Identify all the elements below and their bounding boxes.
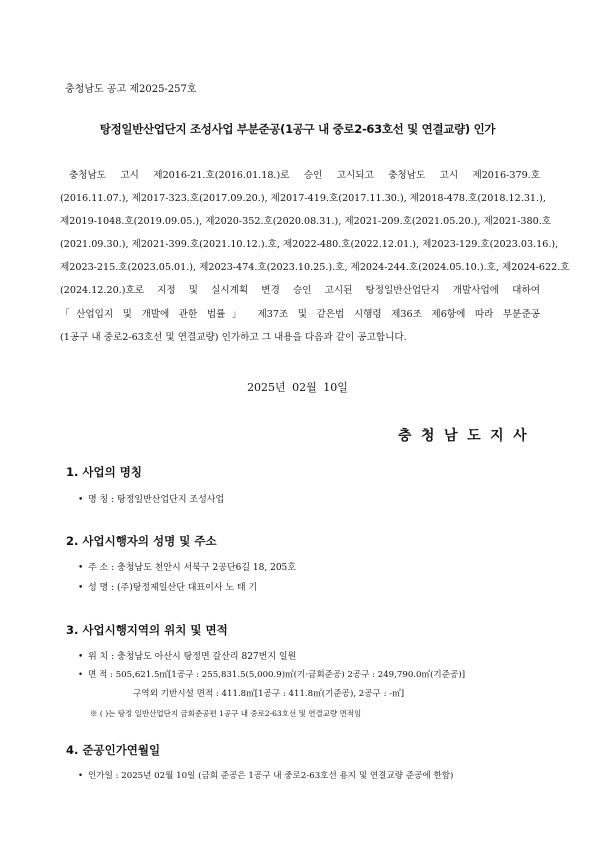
- list-item: [78, 769, 453, 781]
- notice-date: 2025년 02월 10일: [247, 381, 348, 394]
- bullet-icon: •: [78, 583, 84, 593]
- list-item: [78, 668, 465, 680]
- document-title: 탕정일반산업단지 조성사업 부분준공(1공구 내 중로2-63호선 및 연결교량) 인가: [99, 122, 496, 136]
- list-item: [78, 580, 257, 593]
- item-text: 명 칭 : 탕정일반산업단지 조성사업: [88, 495, 225, 505]
- item-text: 면 적 : 505,621.5㎡[1공구 : 255,831.5(5,000.9)㎡(기·금회준공) 2공구 : 249,790.0㎡(기준공)]: [88, 670, 466, 680]
- bullet-icon: •: [78, 652, 84, 662]
- bullet-icon: •: [78, 771, 84, 781]
- body-line: (2016.11.07.), 제2017-323.호(2017.09.20.), 제2017-419.호(2017.11.30.), 제2018-478.호(2018.12.31.),: [60, 193, 546, 205]
- body-line: 제2019-1048.호(2019.09.05.), 제2020-352.호(2020.08.31.), 제2021-209.호(2021.05.20.), 제2021-380.호: [60, 216, 552, 228]
- body-line: (2024.12.20.)호로 지정 및 실시계획 변경 승인 고시된 탕정일반산업단지 개발사업에 대하여: [60, 285, 540, 297]
- bullet-icon: •: [78, 670, 84, 680]
- area-continuation: 구역외 기반시설 면적 : 411.8㎡[1공구 : 411.8㎡(기준공), 2공구 : -㎡]: [133, 689, 405, 699]
- body-line: 제2023-215.호(2023.05.01.), 제2023-474.호(2023.10.25.).호, 제2024-244.호(2024.05.10.).호, 제2024-622.호: [60, 262, 570, 274]
- item-text: 위 치 : 충청남도 아산시 탕정면 갈산리 827번지 일원: [88, 652, 297, 662]
- footnote: ※ ( )는 탕정 일반산업단지 금회준공편 1공구 내 중로2-63호선 및 연결교량 면적임: [90, 709, 362, 718]
- item-text: 성 명 : (주)탕정제일산단 대표이사 노 태 기: [88, 583, 258, 593]
- item-text: 주 소 : 충청남도 천안시 서북구 2공단6길 18, 205호: [88, 563, 296, 573]
- notice-number: 충청남도 공고 제2025-257호: [65, 84, 197, 95]
- item-text: 인가일 : 2025년 02월 10일 (금회 준공은 1공구 내 중로2-63호선 용지 및 연결교량 준공에 한함): [88, 771, 454, 781]
- body-line: (1공구 내 중로2-63호선 및 연결교량) 인가하고 그 내용을 다음과 같이 공고합니다.: [60, 331, 407, 343]
- section-heading-name: 1. 사업의 명칭: [66, 465, 142, 479]
- bullet-icon: •: [78, 495, 84, 505]
- governor-signature: 충청남도지사: [398, 428, 537, 444]
- section-heading-location: 3. 사업시행지역의 위치 및 면적: [66, 623, 228, 637]
- body-line: 「산업입지 및 개발에 관한 법률」 제37조 및 같은법 시행령 제36조 제6항에 따라 부분준공: [60, 308, 540, 320]
- section-heading-approval-date: 4. 준공인가연월일: [66, 743, 161, 757]
- body-line: (2021.09.30.), 제2021-399.호(2021.10.12.).호, 제2022-480.호(2022.12.01.), 제2023-129.호(2023.03.16.),: [60, 239, 559, 251]
- list-item: [78, 492, 224, 505]
- body-line: 충청남도 고시 제2016-21.호(2016.01.18.)로 승인 고시되고 충청남도 고시 제2016-379.호: [69, 170, 540, 181]
- section-heading-operator: 2. 사업시행자의 성명 및 주소: [66, 534, 217, 548]
- list-item: [78, 649, 296, 662]
- bullet-icon: •: [78, 563, 84, 573]
- body-paragraph: [60, 164, 570, 349]
- list-item: [78, 560, 296, 573]
